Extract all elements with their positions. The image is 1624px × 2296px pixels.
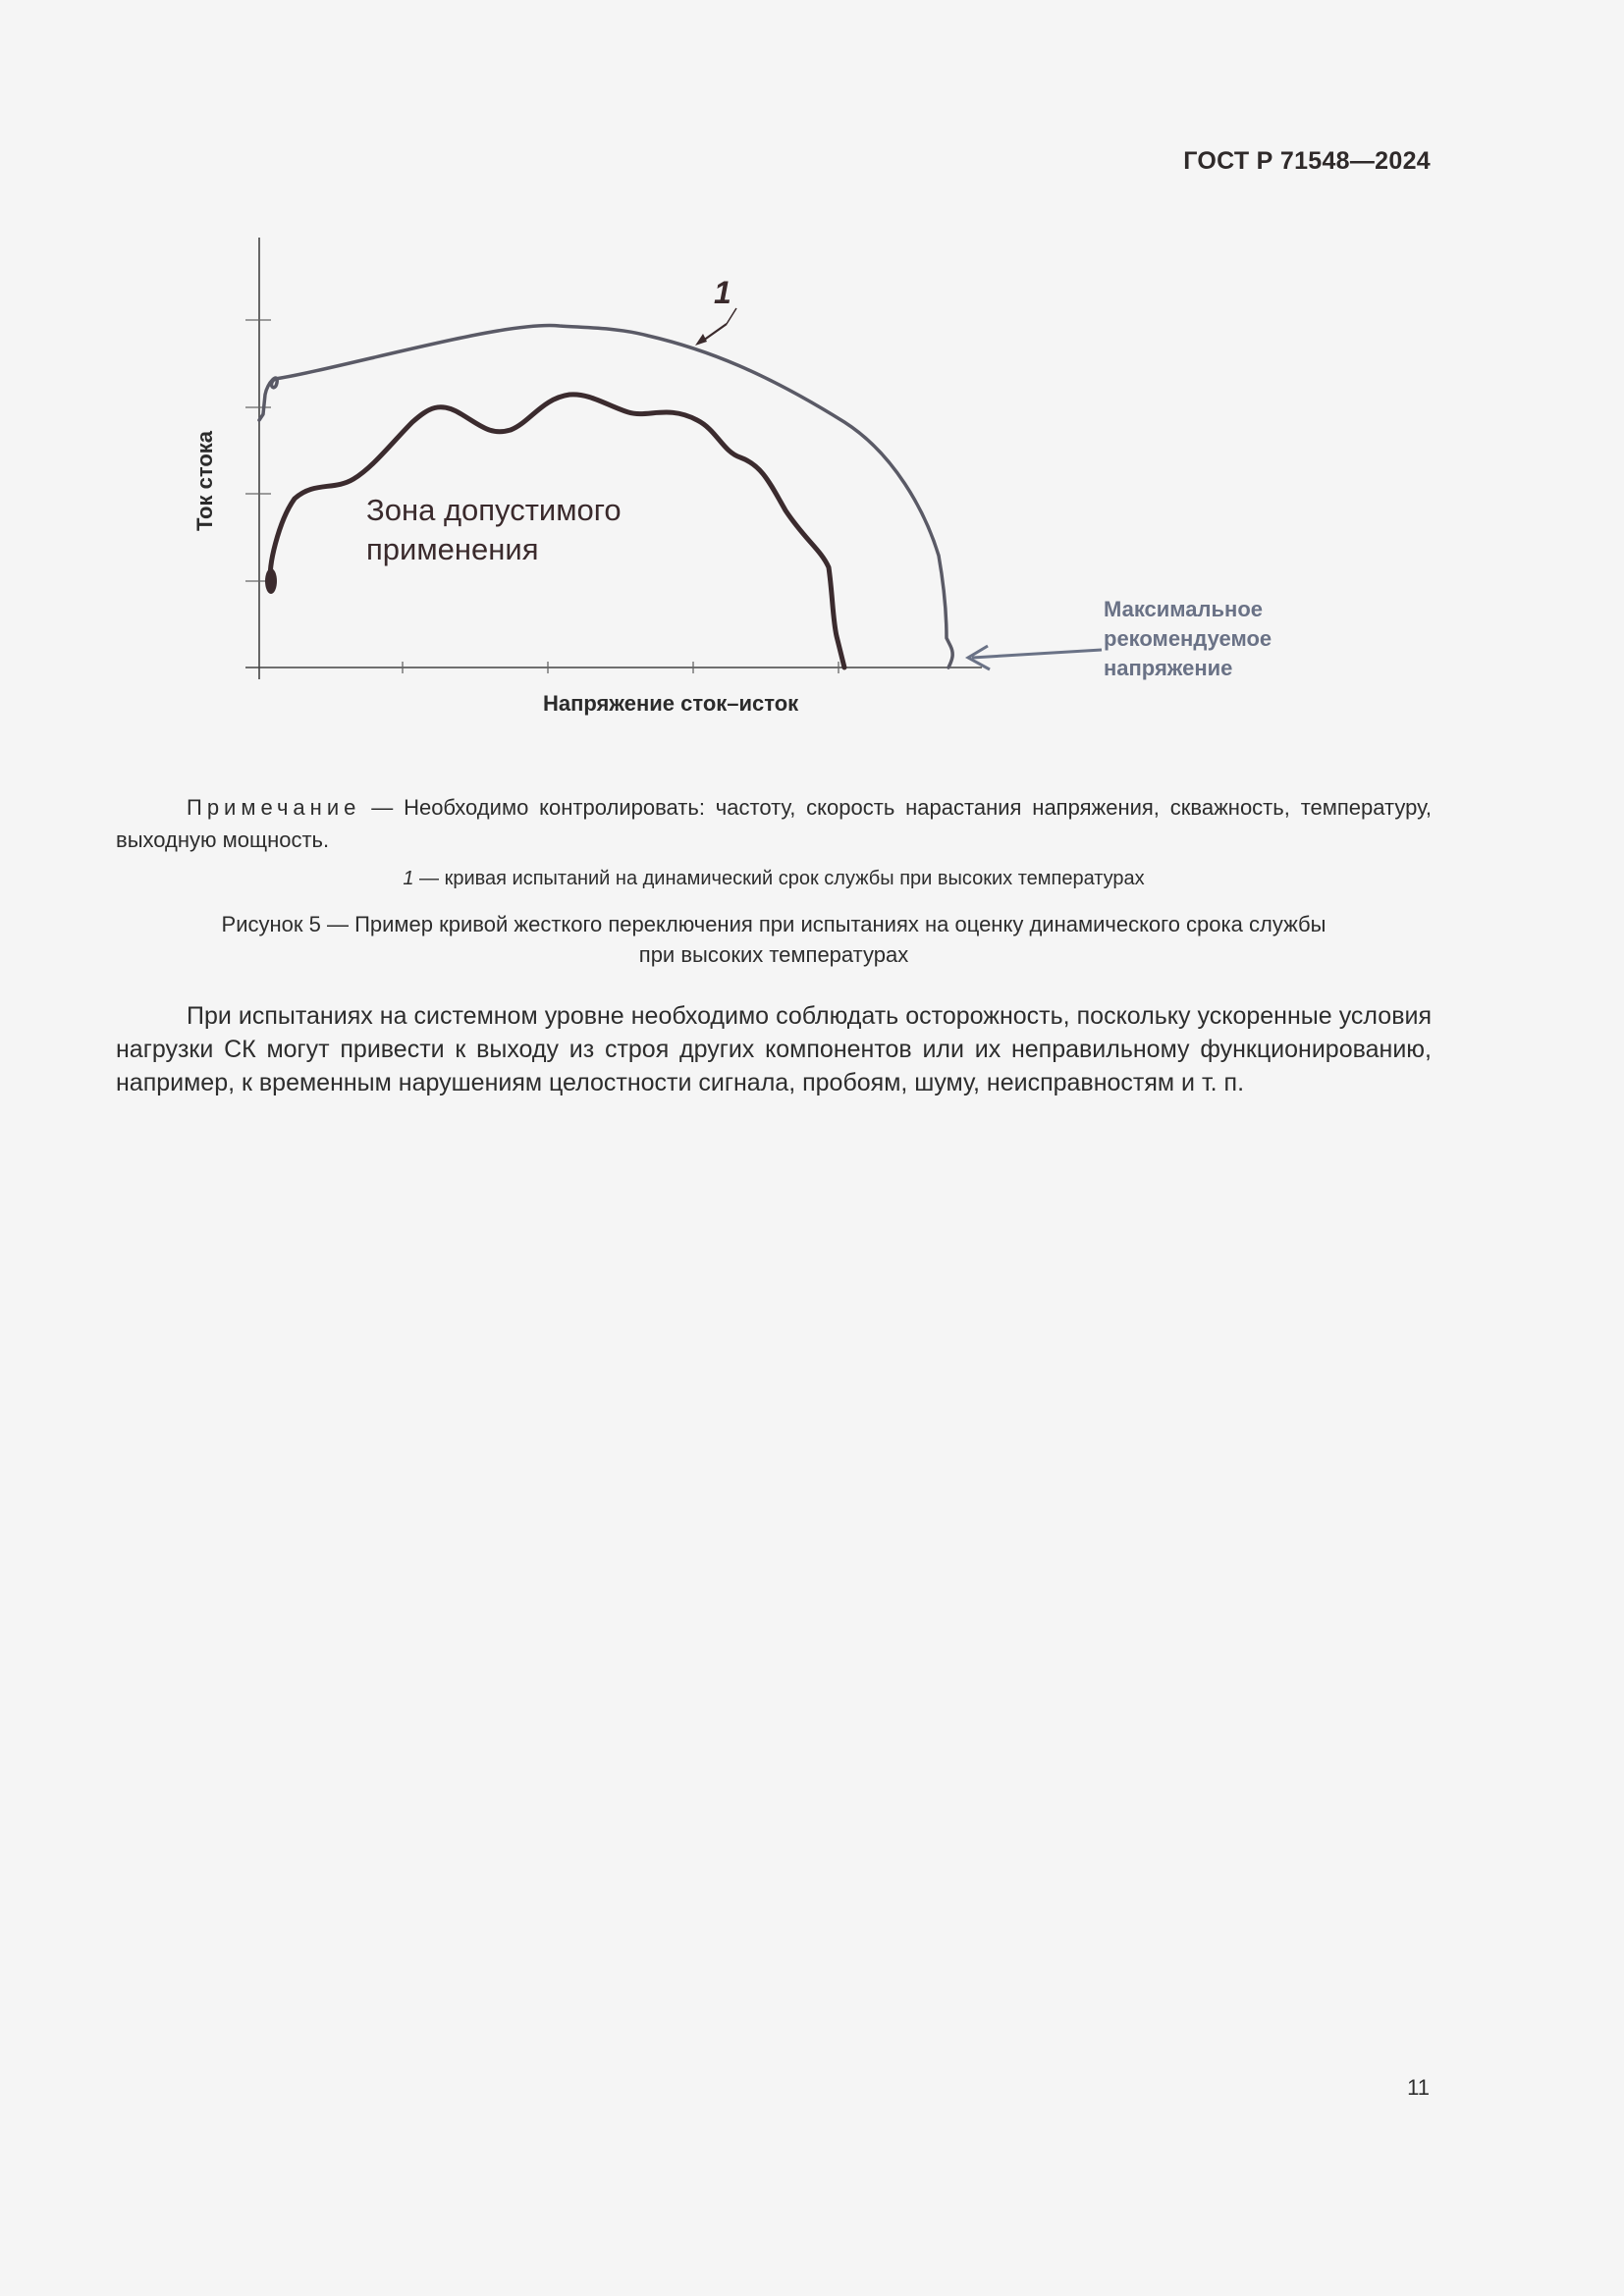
- y-axis-label: Ток стока: [192, 430, 217, 532]
- figure-caption: [116, 909, 1432, 970]
- body-paragraph-text: При испытаниях на системном уровне необходимо соблюдать осторожность, поскольку ускоренные условия нагрузки СК могут привести к выходу из строя других компонентов или их неправильному функционированию, например, к временным нарушениям целостности сигнала, пробоям, шуму, неисправностям и т. п.: [116, 1002, 1432, 1096]
- document-code: ГОСТ Р 71548—2024: [1183, 147, 1431, 175]
- caption-line1: Рисунок 5 — Пример кривой жесткого переключения при испытаниях на оценку динамического срока службы: [221, 912, 1326, 936]
- legend-number: 1: [403, 868, 414, 889]
- curve-1-leader: [703, 324, 727, 341]
- zone-label: [366, 491, 680, 569]
- max-voltage-label: [1104, 595, 1320, 683]
- page-number: 11: [1407, 2075, 1430, 2100]
- note-text: — Необходимо контролировать: частоту, скорость нарастания напряжения, скважность, температуру, выходную мощность.: [116, 795, 1432, 852]
- curve-1-leader-arrow: [695, 334, 707, 346]
- max-voltage-label-line1: Максимальное: [1104, 597, 1263, 621]
- note-label: Примечание: [187, 795, 361, 820]
- caption-line2: при высоких температурах: [638, 942, 909, 967]
- body-paragraph: [116, 999, 1432, 1099]
- legend-text: — кривая испытаний на динамический срок службы при высоких температурах: [413, 868, 1145, 889]
- max-voltage-arrow-line: [972, 650, 1102, 658]
- zone-label-line1: Зона допустимого: [366, 493, 622, 527]
- max-voltage-label-line2: рекомендуемое: [1104, 626, 1272, 651]
- max-voltage-label-line3: напряжение: [1104, 656, 1233, 680]
- zone-curve-start: [265, 568, 277, 594]
- curve-1-number: 1: [714, 275, 731, 310]
- zone-label-line2: применения: [366, 532, 539, 566]
- figure-legend: [116, 868, 1432, 890]
- figure-note: [116, 791, 1432, 856]
- x-axis-label: Напряжение сток–исток: [543, 691, 799, 716]
